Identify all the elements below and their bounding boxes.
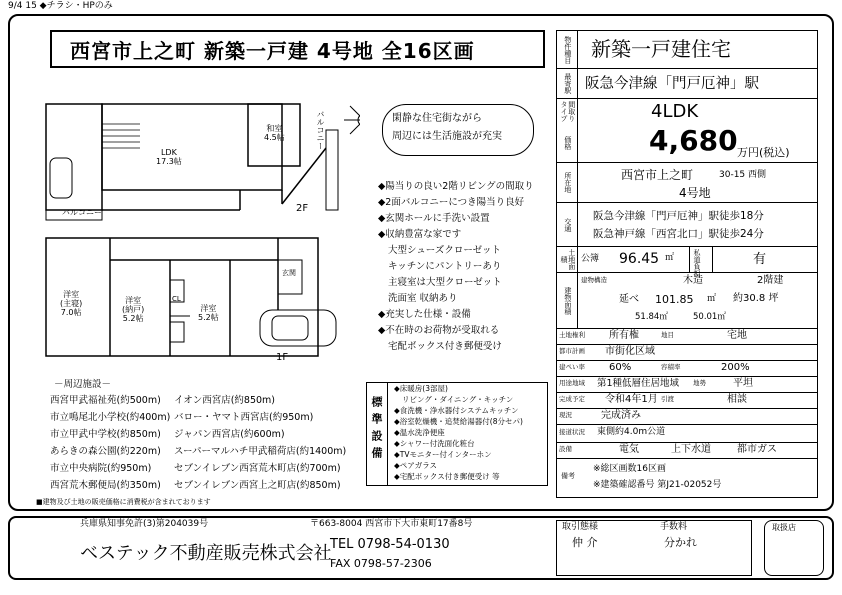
spec-row-youto: 用途地域 第1種低層住居地域 地勢 平坦 — [557, 377, 817, 393]
feature-item: キッチンにパントリーあり — [388, 261, 502, 272]
spec-row-genkyo: 現況 完成済み — [557, 409, 817, 425]
equipment-item: ◆シャワー付洗面化粧台 — [394, 439, 475, 448]
nearby-item: セブンイレブン西宮上之町店(約850m) — [174, 480, 341, 491]
tagline-bubble — [382, 104, 534, 156]
feature-item: ◆不在時のお荷物が受取れる — [378, 325, 500, 336]
feature-item: 主寝室は大型クローゼット — [388, 277, 502, 288]
nearby-item: 市立甲武中学校(約850m) — [50, 429, 161, 440]
2f-ldk-outline — [102, 104, 282, 190]
spec-row-layout: 間取りタイプ 4LDK — [557, 99, 817, 123]
feature-item: ◆2面バルコニーにつき陽当り良好 — [378, 197, 525, 208]
company-tel: TEL 0798-54-0130 — [330, 537, 450, 552]
nearby-item: バロー・ヤマト西宮店(約950m) — [174, 412, 314, 423]
nearby-item: 西宮甲武福祉苑(約500m) — [50, 395, 161, 406]
spec-row-location: 所在地 西宮市上之町 30-15 西側 4号地 — [557, 163, 817, 203]
room-yoshitsu-2: 洋室 (納戸) 5.2帖 — [122, 296, 145, 324]
spec-table — [556, 30, 818, 498]
room-yoshitsu-3: 洋室 5.2帖 — [198, 304, 219, 323]
room-washitsu: 和室 4.5帖 — [264, 124, 285, 143]
footnote: ■建物及び土地の販売価格に消費税が含まれております — [36, 498, 211, 506]
tagline-line-2: 周辺には生活施設が充実 — [392, 131, 502, 142]
spec-row-land: 土地面積 公簿 96.45 ㎡ 私道負担 有 — [557, 247, 817, 273]
torihiki-value: 仲 介 — [572, 536, 598, 549]
nearby-item: あらきの森公園(約220m) — [50, 446, 161, 457]
property-title: 西宮市上之町 新築一戸建 4号地 全16区画 — [50, 30, 545, 68]
balcony-horizontal: バルコニー — [62, 208, 102, 217]
floor-plan-drawing — [40, 80, 360, 380]
tagline-line-1: 閑静な住宅街ながら — [392, 113, 482, 124]
equipment-item: ◆ペアガラス — [394, 461, 437, 470]
equipment-item: リビング・ダイニング・キッチン — [402, 395, 514, 404]
feature-item: ◆玄関ホールに手洗い設置 — [378, 213, 490, 224]
equipment-item: ◆浴室乾燥機・追焚給湯器付(8分セパ) — [394, 417, 523, 426]
equipment-item: ◆TVモニター付インターホン — [394, 450, 492, 459]
company-name: ベステック不動産販売株式会社 — [80, 543, 332, 564]
equipment-item: ◆温水洗浄便座 — [394, 428, 445, 437]
2f-wet-area — [46, 104, 102, 210]
feature-item: 洗面室 収納あり — [388, 293, 458, 304]
room-cl: CL — [172, 295, 181, 303]
nearby-item: 西宮荒木郵便局(約350m) — [50, 480, 161, 491]
feature-item: ◆充実した仕様・設備 — [378, 309, 471, 320]
equipment-label: 標準設備 — [370, 396, 383, 464]
header-note: 9/4 15 ◆チラシ・HPのみ — [8, 1, 113, 11]
spec-row-toshi: 都市計画 市街化区域 — [557, 345, 817, 361]
nearby-item: 市立鳴尾北小学校(約400m) — [50, 412, 171, 423]
equipment-item: ◆宅配ボックス付き郵便受け 等 — [394, 472, 500, 481]
nearby-item: イオン西宮店(約850m) — [174, 395, 276, 406]
spec-row-facilities: 設備 電気 上下水道 都市ガス — [557, 443, 817, 459]
feature-item: 大型シューズクローゼット — [388, 245, 501, 256]
company-address: 〒663-8004 西宮市下大市東町17番8号 — [310, 519, 473, 529]
room-ldk: LDK 17.3帖 — [156, 148, 182, 167]
spec-row-traffic: 交通 阪急今津線「門戸厄神」駅徒歩18分 阪急神戸線「西宮北口」駅徒歩24分 — [557, 203, 817, 247]
equipment-item: ◆食洗機・浄水器付システムキッチン — [394, 406, 519, 415]
nearby-item: スーパーマルハチ甲武稲荷店(約1400m) — [174, 446, 347, 457]
spec-row-rights: 土地権利 所有権 地目 宅地 — [557, 329, 817, 345]
room-yoshitsu-main: 洋室 (主寝) 7.0帖 — [60, 290, 83, 318]
feature-item: ◆収納豊富な家です — [378, 229, 462, 240]
balcony-vertical: バルコニー — [316, 110, 325, 150]
north-arrow-icon — [344, 100, 360, 140]
nearby-item: ジャパン西宮店(約600m) — [174, 429, 285, 440]
spec-row-building: 建物面積 建物構造 木造 2階建 延べ 101.85 ㎡ 約30.8 坪 51.84㎡ 50.01㎡ — [557, 273, 817, 329]
1f-outline — [46, 238, 318, 356]
spec-row-setsudo: 接道状況 東側約4.0m公道 — [557, 425, 817, 443]
floor-label-1f: 1F — [276, 352, 289, 363]
feature-item: ◆陽当りの良い2階リビングの間取り — [378, 181, 534, 192]
tesuryo-label: 手数料 — [660, 522, 688, 532]
nearby-title: －周辺施設－ — [54, 379, 112, 390]
spec-row-kind: 物件種目 新築一戸建住宅 — [557, 31, 817, 69]
nearby-item: セブンイレブン西宮荒木町店(約700m) — [174, 463, 341, 474]
nearby-item: 市立中央病院(約950m) — [50, 463, 152, 474]
spec-row-price: 価格 4,680 万円(税込) — [557, 123, 817, 163]
spec-row-remarks: 備考 ※総区画数16区画 ※建築確認番号 第J21-02052号 — [561, 464, 722, 490]
floor-label-2f: 2F — [296, 203, 309, 214]
company-fax: FAX 0798-57-2306 — [330, 557, 432, 570]
feature-item: 宅配ボックス付き郵便受け — [388, 341, 502, 352]
tesuryo-value: 分かれ — [664, 536, 697, 549]
stamp-label: 取扱店 — [772, 523, 796, 532]
license: 兵庫県知事免許(3)第204039号 — [80, 519, 209, 529]
spec-row-route: 最寄駅 阪急今津線「門戸厄神」駅 — [557, 69, 817, 99]
room-gaikan: 玄関 — [282, 269, 296, 277]
spec-row-kansei: 完成予定 令和4年1月 引渡 相談 — [557, 393, 817, 409]
torihiki-label: 取引態様 — [562, 522, 599, 532]
spec-row-kenpei: 建ぺい率 60% 容積率 200% — [557, 361, 817, 377]
equipment-item: ◆床暖房(3部屋) — [394, 384, 448, 393]
